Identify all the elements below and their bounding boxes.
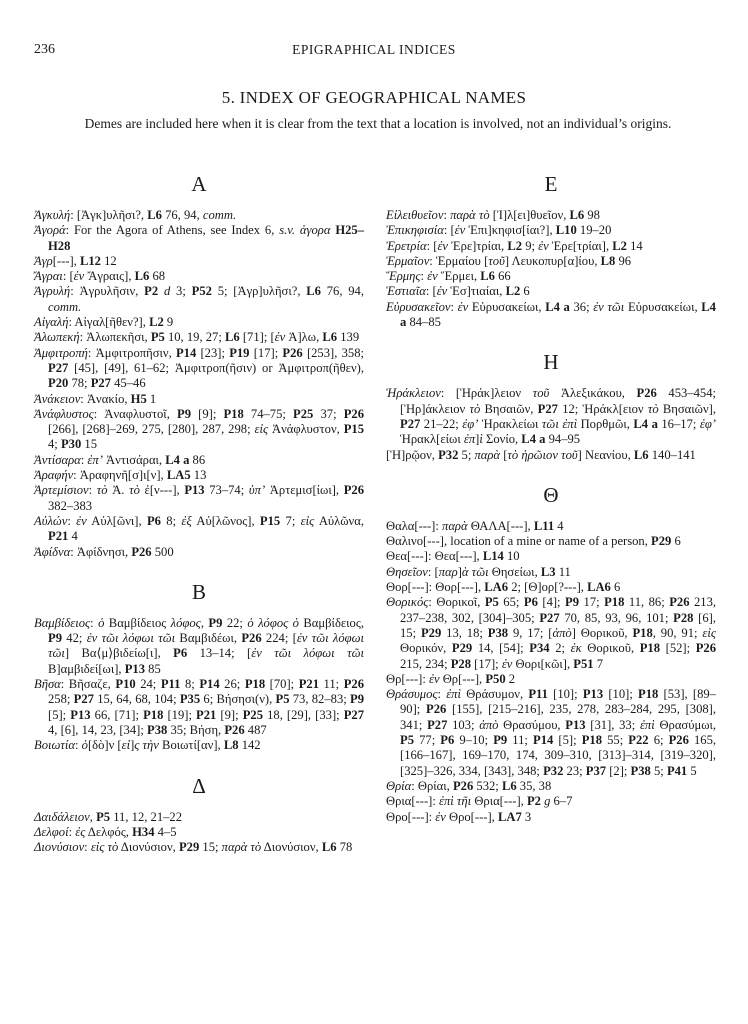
index-entry: Θρια[---]: ἐπὶ τῆι Θρια[---], P2 g 6–7 <box>386 794 573 809</box>
section-spacer <box>386 463 716 477</box>
index-entry: Δελφοί: ἐς Δελφός, H34 4–5 <box>34 824 177 839</box>
index-entry: Θράσυμος: ἐπὶ Θράσυμον, P11 [10]; P13 [10]; P18 [53], [89–90]; P26 [155], [215–216], 235, 278, 283–284, 295, [308], 341; P27 103; ἀπὸ Θρασύμου, P13 [31], 33; ἐπὶ Θρασύμωι, P5 77; P6 9–10; P9 11; P14 [5]; P18 55; P22 6; P26 165, [166–167], 169–170, 174, 309–310, [313]–314, [319–320], [325]–326, 334, [343], 348; P32 23; P37 [2]; P38 5; P41 5 <box>386 687 717 778</box>
index-entry: Αἰγαλή: Αἰγαλ[ῆθεν?], L2 9 <box>34 315 174 330</box>
index-entry: Θορικός: Θορικοῖ, P5 65; P6 [4]; P9 17; P18 11, 86; P26 213, 237–238, 302, [304]–305; P27 70, 85, 93, 96, 101; P28 [6], 15; P29 13, 18; P38 9, 17; [ἀπὸ] Θορικοῦ, P18, 90, 91; εἰς Θορικόν, P29 14, [54]; P34 2; ἐκ Θορικοῦ, P18 [52]; P26 215, 234; P28 [17]; ἐν Θορι[κῶι], P51 7 <box>386 595 717 671</box>
section-spacer <box>386 330 716 344</box>
index-entry: Εἰλειθυεῖον: παρὰ τὸ [Ἰ]λ[ει]θυεῖον, L6 98 <box>386 208 600 222</box>
letter-heading: A <box>191 172 207 196</box>
index-entry: Βῆσα: Βῆσαζε, P10 24; P11 8; P14 26; P18 [70]; P21 11; P26 258; P27 15, 64, 68, 104; P35 6; Βήσησι(ν), P5 73, 82–83; P9 [5]; P13 66, [71]; P18 [19]; P21 [9]; P25 18, [29], [33]; P27 4, [6], 14, 23, [34]; P38 35; Βήση, P26 487 <box>34 677 365 737</box>
letter-heading: Δ <box>192 773 206 798</box>
index-entry: Ἀγρ[---], L12 12 <box>34 253 117 268</box>
index-entry: Θρ[---]: ἐν Θρ[---], P50 2 <box>386 671 516 686</box>
letter-heading: E <box>544 172 558 196</box>
index-entry: [Ἡ]ρῷον, P32 5; παρὰ [τὸ ἡρῶιον τοῦ] Νεανίου, L6 140–141 <box>386 447 696 462</box>
index-entry: Θησεῖον: [παρ]ὰ τῶι Θησείωι, L3 11 <box>386 564 571 579</box>
index-entry: Ἀραφήν: Ἀραφηνῆ[σ]ι[ν], LA5 13 <box>34 468 207 483</box>
index-entry: Ἑστιαῖα: [ἐν Ἑσ]τιαίαι, L2 6 <box>386 284 530 299</box>
index-entry: Ἀλωπεκή: Ἀλωπεκῆσι, P5 10, 19, 27; L6 [71]; [ἐν Ἀ]λω, L6 139 <box>34 330 360 345</box>
index-entry: Θρο[---]: ἐν Θρο[---], LA7 3 <box>386 809 532 824</box>
index-entry: Αὐλών: ἐν Αὐλ[ῶνι], P6 8; ἐξ Αὐ[λῶνος], P15 7; εἰς Αὐλῶνα, P21 4 <box>34 513 365 544</box>
index-entry: Ἀνάφλυστος: Ἀναφλυστοῖ, P9 [9]; P18 74–75; P25 37; P26 [266], [268]–269, 275, [280], 287, 298; εἰς Ἀνάφλυστον, P15 4; P30 15 <box>34 406 365 452</box>
letter-heading: Θ <box>543 482 559 507</box>
section-spacer <box>34 754 364 768</box>
index-entry: Ἐπικηφισία: [ἐν Ἐπι]κηφισ[ίαι?], L10 19–20 <box>386 223 612 238</box>
index-entry: Βοιωτία: ὁ[δὸ]ν [εἰ]ς τὴν Βοιωτί[αν], L8 142 <box>34 738 261 753</box>
index-entry: Ἕρμης: ἐν Ἕρμει, L6 66 <box>386 269 511 284</box>
index-entry: Βαμβίδειος: ὁ Βαμβίδειος λόφος, P9 22; ὁ λόφος ὁ Βαμβίδειος, P9 42; ἐν τῶι λόφωι τῶι Βαμβιδέωι, P26 224; [ἐν τῶι λόφωι τῶι] Βα⟨μ⟩βιδείω[ι], P6 13–14; [ἐν τῶι λόφωι τῶι Β]αμβιδεί[ωι], P13 85 <box>34 615 365 676</box>
index-entry: Ἄγραι: [ἐν Ἄγραις], L6 68 <box>34 269 166 284</box>
left-column <box>34 168 364 855</box>
intro-note: Demes are included here when it is clear from the text that a location is involved, not an individual’s origins. <box>84 116 672 131</box>
right-column <box>386 168 716 825</box>
index-entry: Θρία: Θρίαι, P26 532; L6 35, 38 <box>386 778 552 793</box>
index-entry: Ἀνάκειον: Ἀνακίο, H5 1 <box>34 391 157 406</box>
index-entry: Ἀμφιτροπή: Ἀμφιτροπῆσιν, P14 [23]; P19 [17]; P26 [253], 358; P27 [45], [49], 61–62; Ἀμφιτροπ(ῆσιν) or Ἀμφιτροπ(ῆθεν), P20 78; P27 45–46 <box>34 345 364 391</box>
index-entry: Ἑρμαῖον: Ἑρμαίου [τοῦ] Λευκοπυρ[α]ίου, L8 96 <box>386 253 632 268</box>
index-entry: Ἀρτεμίσιον: τὸ Ἀ. τὸ ἐ[ν---], P13 73–74; ὑπ’ Ἀρτεμισ[ίωι], P26 382–383 <box>34 483 365 513</box>
index-entry: Θεα[---]: Θεα[---], L14 10 <box>386 549 520 564</box>
letter-heading: B <box>191 579 206 604</box>
index-entry: Θορ[---]: Θορ[---], LA6 2; [Θ]ορ[?---], LA6 6 <box>386 580 621 595</box>
index-entry: Ἀγορά: For the Agora of Athens, see Index 6, s.v. ἀγορα H25–H28 <box>34 223 364 253</box>
index-entry: Θαλινο[---], location of a mine or name of a person, P29 6 <box>386 534 681 549</box>
index-entry: Ἀφίδνα: Ἀφίδνησι, P26 500 <box>34 544 174 559</box>
index-entry: Διονύσιον: εἰς τὸ Διονύσιον, P29 15; παρὰ τὸ Διονύσιον, L6 78 <box>34 840 353 855</box>
index-entry: Ἀντίσαρα: ἐπ’ Ἀντισάραι, L4 a 86 <box>34 452 206 467</box>
index-entry: Ἡράκλειον: [Ἡράκ]λειον τοῦ Ἀλεξικάκου, P26 453–454; [Ἡρ]άκλειον τὸ Βησαιῶν, P27 12; Ἡράκλ[ειον τὸ Βησαιῶν], P27 21–22; ἐφ’ Ἡρακλείωι τῶι ἐπὶ Πορθμῶι, L4 a 16–17; ἐφ’ Ἡρακλ[είωι ἐπ]ὶ Σονίο, L4 a 94–95 <box>386 386 717 447</box>
index-entry: Θαλα[---]: παρὰ ΘΑΛΑ[---], L11 4 <box>386 518 564 533</box>
section-spacer <box>34 560 364 574</box>
index-entry: Ἐρετρία: [ἐν Ἐρε]τρίαι, L2 9; ἐν Ἐρε[τρίαι], L2 14 <box>386 238 643 253</box>
letter-heading: H <box>543 350 559 375</box>
page-number: 236 <box>34 42 55 57</box>
index-entry: Ἀγκυλή: [Ἀγκ]υλῆσι?, L6 76, 94, comm. <box>34 208 237 222</box>
section-title: 5. INDEX OF GEOGRAPHICAL NAMES <box>221 88 527 107</box>
index-entry: Εὐρυσακεῖον: ἐν Εὐρυσακείωι, L4 a 36; ἐν τῶι Εὐρυσακείωι, L4 a 84–85 <box>386 299 716 330</box>
index-entry: Ἀγρυλή: Ἀγρυλῆσιν, P2 d 3; P52 5; [Ἀγρ]υλῆσι?, L6 76, 94, comm. <box>34 284 365 314</box>
running-head: EPIGRAPHICAL INDICES <box>292 42 456 57</box>
page-header <box>0 42 748 62</box>
index-entry: Δαιδάλειον, P5 11, 12, 21–22 <box>34 809 183 824</box>
